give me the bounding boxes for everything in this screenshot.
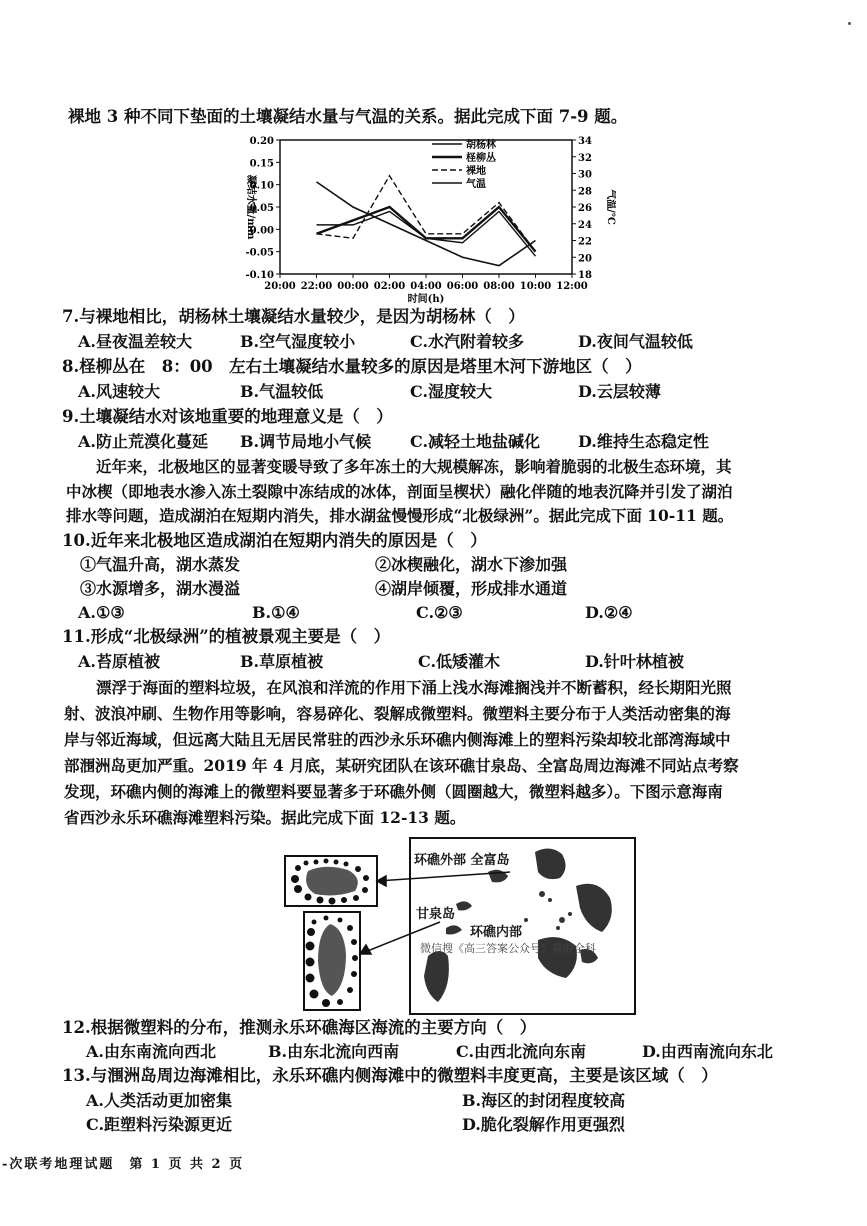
x-tick-label: 06:00: [446, 281, 479, 292]
x-tick-label: 00:00: [337, 281, 369, 292]
legend-label-1: 柽柳丛: [466, 153, 496, 164]
q7-option-a[interactable]: A.昼夜温差较大: [78, 332, 192, 351]
q10-statement-2: ②冰楔融化，湖水下渗加强: [375, 555, 568, 574]
q12-option-d[interactable]: D.由西南流向东北: [642, 1042, 773, 1061]
q8-option-d[interactable]: D.云层较薄: [578, 382, 661, 401]
x-tick-label: 08:00: [483, 281, 515, 292]
y-left-tick-label: -0.10: [245, 270, 274, 281]
legend-label-0: 胡杨林: [466, 140, 496, 151]
x-tick-label: 12:00: [556, 281, 588, 292]
plot-frame: [280, 140, 572, 274]
q11-option-a[interactable]: A.苔原植被: [78, 652, 160, 671]
page-footer: -次联考地理试题 第 1 页 共 2 页: [2, 1157, 245, 1172]
q8-option-c[interactable]: C.湿度较大: [410, 382, 493, 401]
y-left-tick-label: 0.00: [249, 225, 274, 237]
scan-speck: [848, 22, 851, 25]
inset-ganquan-island: [304, 912, 360, 1010]
q10-option-c[interactable]: C.②③: [416, 603, 463, 622]
passage2-line-3: 排水等问题，造成湖泊在短期内消失，排水湖盆慢慢形成“北极绿洲”。据此完成下面 10-11 题。: [66, 506, 734, 525]
y-left-axis-label: 凝结水量/mm: [245, 174, 256, 240]
q11-option-c[interactable]: C.低矮灌木: [418, 652, 501, 671]
q9-option-b[interactable]: B.调节局地小气候: [240, 432, 372, 451]
y-right-tick-label: 30: [578, 169, 592, 181]
label-inner-atoll: 环礁内部: [470, 925, 523, 940]
y-right-tick-label: 18: [578, 270, 592, 281]
q11-option-d[interactable]: D.针叶林植被: [585, 652, 684, 671]
passage2-line-1: 近年来，北极地区的显著变暖导致了多年冻土的大规模解冻，影响着脆弱的北极生态环境，其: [96, 457, 732, 476]
q12-stem: 12.根据微塑料的分布，推测永乐环礁海区海流的主要方向（ ）: [62, 1018, 537, 1037]
q9-stem: 9.土壤凝结水对该地重要的地理意义是（ ）: [62, 407, 393, 426]
passage3-line-3: 岸与邻近海域，但远离大陆且无居民常驻的西沙永乐环礁内侧海滩上的塑料污染却较北部湾海域中: [64, 730, 731, 749]
q10-statement-1: ①气温升高，湖水蒸发: [80, 555, 241, 574]
q9-option-c[interactable]: C.减轻土地盐碱化: [410, 432, 541, 451]
y-right-tick-label: 34: [578, 136, 592, 147]
q8-stem: 8.柽柳丛在 8：00 左右土壤凝结水量较多的原因是塔里木河下游地区（ ）: [62, 357, 642, 376]
label-outer-quanfu: 环礁外部 全富岛: [414, 853, 510, 868]
q12-option-b[interactable]: B.由东北流向西南: [268, 1042, 400, 1061]
passage3-line-5: 发现，环礁内侧的海滩上的微塑料要显著多于环礁外侧（圆圈越大，微塑料越多）。下图示意海南: [64, 782, 723, 801]
q7-option-c[interactable]: C.水汽附着较多: [410, 332, 525, 351]
y-right-axis-label: 气温/℃: [605, 189, 616, 225]
q13-stem: 13.与涠洲岛周边海滩相比，永乐环礁内侧海滩中的微塑料丰度更高，主要是该区域（ ）: [62, 1066, 718, 1085]
y-right-tick-label: 32: [578, 152, 592, 164]
y-left-tick-label: 0.20: [249, 136, 274, 147]
passage2-line-2: 中冰楔（即地表水渗入冻土裂隙中冻结成的冰体，剖面呈楔状）融化伴随的地表沉降并引发了湖泊: [66, 482, 733, 501]
passage3-line-4: 部涠洲岛更加严重。2019 年 4 月底，某研究团队在该环礁甘泉岛、全富岛周边海滩不同站点考察: [64, 756, 739, 775]
q12-option-c[interactable]: C.由西北流向东南: [456, 1042, 587, 1061]
x-axis-label: 时间(h): [407, 294, 445, 304]
q7-stem: 7.与裸地相比，胡杨林土壤凝结水量较少，是因为胡杨林（ ）: [62, 307, 525, 326]
atoll-pollution-map: [280, 836, 640, 1016]
y-right-tick-label: 22: [578, 236, 592, 248]
y-left-tick-label: 0.15: [249, 158, 274, 170]
watermark-text: 微信搜《高三答案公众号》获取全科: [420, 942, 596, 955]
q10-option-b[interactable]: B.①④: [252, 603, 300, 622]
x-tick-label: 20:00: [264, 281, 296, 292]
q7-option-b[interactable]: B.空气湿度较小: [240, 332, 356, 351]
passage3-line-6: 省西沙永乐环礁海滩塑料污染。据此完成下面 12-13 题。: [64, 808, 466, 827]
series-line-1: [317, 207, 536, 252]
passage3-line-2: 射、波浪冲刷、生物作用等影响，容易碎化、裂解成微塑料。微塑料主要分布于人类活动密集的海: [64, 704, 731, 723]
q8-option-a[interactable]: A.风速较大: [78, 382, 160, 401]
x-tick-label: 22:00: [300, 281, 333, 292]
q10-statement-3: ③水源增多，湖水漫溢: [80, 579, 241, 598]
q10-stem: 10.近年来北极地区造成湖泊在短期内消失的原因是（ ）: [62, 531, 487, 550]
q11-stem: 11.形成“北极绿洲”的植被景观主要是（ ）: [62, 627, 391, 646]
y-right-tick-label: 20: [578, 253, 592, 265]
x-tick-label: 04:00: [410, 281, 442, 292]
q13-option-b[interactable]: B.海区的封闭程度较高: [462, 1091, 626, 1110]
legend-label-3: 气温: [466, 179, 486, 190]
series-line-0: [317, 211, 536, 256]
q10-statement-4: ④湖岸倾覆，形成排水通道: [375, 579, 568, 598]
q9-option-d[interactable]: D.维持生态稳定性: [578, 432, 709, 451]
q13-option-c[interactable]: C.距塑料污染源更近: [86, 1115, 233, 1134]
x-tick-label: 10:00: [519, 281, 552, 292]
legend-label-2: 裸地: [466, 166, 486, 177]
q10-option-d[interactable]: D.②④: [585, 603, 633, 622]
y-right-tick-label: 24: [578, 219, 592, 231]
x-tick-label: 02:00: [373, 281, 406, 292]
q9-option-a[interactable]: A.防止荒漠化蔓延: [78, 432, 208, 451]
series-line-3: [317, 182, 536, 266]
q11-option-b[interactable]: B.草原植被: [240, 652, 324, 671]
y-left-tick-label: -0.05: [245, 247, 274, 259]
passage3-line-1: 漂浮于海面的塑料垃圾，在风浪和洋流的作用下涌上浅水海滩搁浅并不断蓄积，经长期阳光照: [96, 678, 732, 697]
q7-option-d[interactable]: D.夜间气温较低: [578, 332, 693, 351]
y-left-tick-label: 0.05: [249, 203, 274, 214]
q8-option-b[interactable]: B.气温较低: [240, 382, 324, 401]
y-right-tick-label: 26: [578, 203, 592, 214]
label-ganquan: 甘泉岛: [416, 907, 456, 922]
condensation-chart: [236, 134, 616, 304]
q10-option-a[interactable]: A.①③: [78, 603, 125, 622]
q13-option-d[interactable]: D.脆化裂解作用更强烈: [462, 1115, 625, 1134]
y-right-tick-label: 28: [578, 186, 592, 198]
q12-option-a[interactable]: A.由东南流向西北: [86, 1042, 216, 1061]
y-left-tick-label: 0.10: [249, 180, 274, 192]
q13-option-a[interactable]: A.人类活动更加密集: [86, 1091, 232, 1110]
inset-quanfu-island: [285, 856, 377, 906]
intro-text: 裸地 3 种不同下垫面的土壤凝结水量与气温的关系。据此完成下面 7-9 题。: [68, 107, 628, 126]
